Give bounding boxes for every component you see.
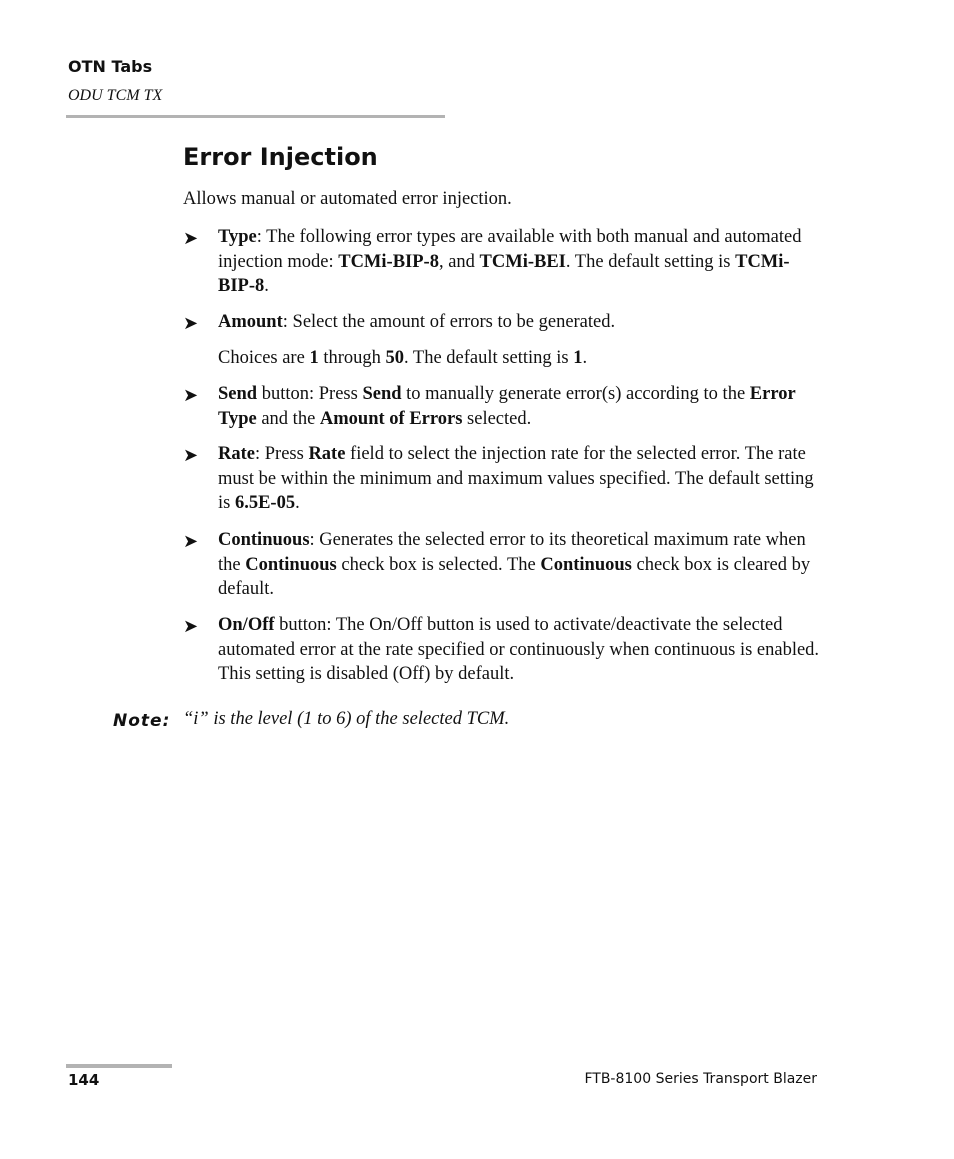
bold-term: 50 [385, 348, 404, 368]
list-item-rate [183, 442, 823, 516]
list-item-type [183, 225, 823, 299]
list-item-text [218, 225, 823, 299]
header-rule [66, 115, 445, 118]
text-run: to manually generate error(s) according to the [401, 384, 750, 404]
page-title: Error Injection [183, 143, 378, 171]
amount-choices-paragraph [218, 346, 587, 371]
intro-paragraph: Allows manual or automated error injection. [183, 189, 512, 209]
list-item-text [218, 310, 823, 335]
text-run: : Select the amount of errors to be generated. [282, 312, 616, 332]
text-run: . The default setting is [404, 348, 574, 368]
arrow-bullet-icon: ➤ [183, 445, 199, 465]
page-number: 144 [68, 1071, 100, 1089]
text-run: Choices are [218, 348, 310, 368]
text-run: button: Press [257, 384, 363, 404]
bold-term: Amount [218, 312, 283, 332]
bold-term: Send [362, 384, 402, 404]
bold-term: Error Type [218, 384, 796, 429]
footer-rule [66, 1064, 172, 1068]
text-run: field to select the injection rate for the selected error. The rate must be within the minimum and maximum values specified. The default setting is [218, 444, 814, 513]
text-run: through [318, 348, 386, 368]
bold-term: Amount of Errors [319, 408, 463, 429]
note-label: Note: [113, 711, 171, 731]
bold-term: On/Off [218, 615, 275, 635]
arrow-bullet-icon: ➤ [183, 313, 199, 333]
text-run: : The following error types are available with both manual and automated injection mode: [218, 227, 802, 272]
list-item-text [218, 528, 823, 602]
bold-term: TCMi-BIP-8 [218, 251, 790, 296]
bold-term: Continuous [218, 530, 310, 550]
note-text: “i” is the level (1 to 6) of the selected TCM. [183, 709, 510, 729]
text-run: check box is cleared by default. [218, 554, 811, 599]
arrow-bullet-icon: ➤ [183, 531, 199, 551]
list-item-text [218, 613, 823, 687]
bold-term: TCMi-BEI [479, 251, 566, 272]
arrow-bullet-icon: ➤ [183, 616, 199, 636]
list-item-on-off [183, 613, 823, 687]
text-run: and the [256, 408, 320, 429]
text-run: . [295, 493, 300, 513]
list-item-text [218, 442, 823, 516]
text-run: check box is selected. The [336, 554, 541, 575]
bold-term: TCMi-BIP-8 [338, 251, 439, 272]
text-run: : Press [254, 444, 309, 464]
bold-term: 6.5E-05 [234, 493, 296, 513]
list-item-continuous [183, 528, 823, 602]
bold-term: Rate [308, 444, 346, 464]
text-run: button: The On/Off button is used to activate/deactivate the selected automated error at the rate specified or continuously when continuous is enabled. This setting is disabled (Off) by default. [218, 615, 820, 684]
text-run: , and [438, 251, 480, 272]
bold-term: Continuous [540, 554, 632, 575]
text-run: : Generates the selected error to its theoretical maximum rate when the [218, 530, 806, 575]
arrow-bullet-icon: ➤ [183, 228, 199, 248]
running-header-section: OTN Tabs [68, 57, 153, 76]
bold-term: Type [218, 227, 257, 247]
bold-term: Continuous [245, 554, 337, 575]
text-run: . [582, 348, 588, 368]
bold-term: 1 [309, 348, 319, 368]
bold-term: Rate [218, 444, 255, 464]
text-run: selected. [462, 408, 532, 429]
text-run: . The default setting is [565, 251, 736, 272]
list-item-text [218, 382, 823, 431]
text-run: . [264, 276, 269, 296]
footer-product-name: FTB-8100 Series Transport Blazer [584, 1071, 817, 1087]
list-item-amount [183, 310, 823, 335]
running-header-subsection: ODU TCM TX [68, 87, 163, 104]
bold-term: 1 [573, 348, 583, 368]
list-item-send [183, 382, 823, 431]
bold-term: Send [218, 384, 258, 404]
arrow-bullet-icon: ➤ [183, 385, 199, 405]
